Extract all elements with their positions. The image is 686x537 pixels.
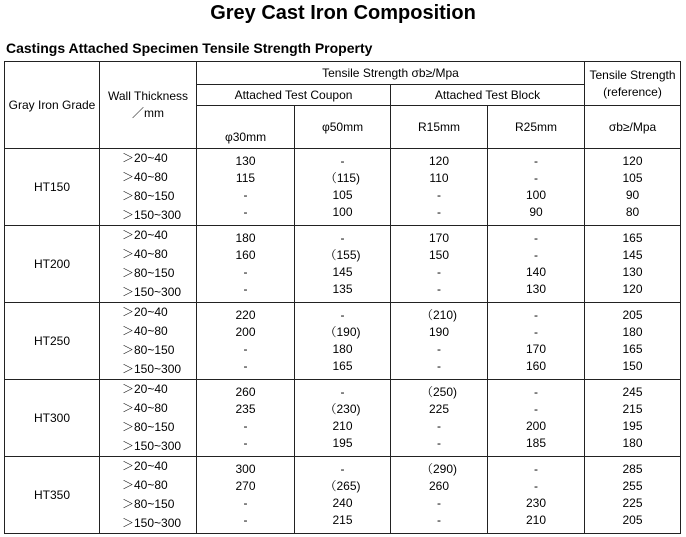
header-phi50-label: φ50mm [321,120,364,134]
header-r25-label: R25mm [514,120,557,134]
wall-thickness-range: ＞20~40 [122,151,168,165]
phi50-value: 165 [332,359,353,373]
wall-thickness-cell [100,226,197,303]
table-caption: Castings Attached Specimen Tensile Strength Property [6,40,373,56]
phi30-value: 220 [235,308,256,322]
r15-value: 170 [428,231,450,245]
r25-value: - [534,231,538,245]
phi50-value: 145 [332,265,353,279]
phi30-value: 260 [235,385,256,399]
r25-value: 200 [525,419,547,433]
phi30-value: - [243,436,248,450]
grade-label: HT150 [33,180,71,194]
header-reference-label: Tensile Strength [589,67,676,82]
wall-thickness-range: ＞20~40 [122,305,168,319]
r25-value: - [534,248,538,262]
ref-value: 130 [622,265,643,279]
r15-value: - [437,282,441,296]
r15-value: 190 [428,325,450,339]
grade-label: HT250 [33,334,71,348]
header-coupon [197,85,391,106]
wall-thickness-cell [100,149,197,226]
ref-value: 225 [622,496,643,510]
wall-thickness-cell [100,303,197,380]
phi50-value: （230) [324,402,361,416]
header-r15-label: R15mm [417,120,460,134]
r25-value: - [534,479,538,493]
header-block [391,85,585,106]
phi30-value: 200 [235,325,256,339]
phi30-value: 235 [235,402,256,416]
r25-value: 160 [525,359,547,373]
r15-value: - [437,265,441,279]
ref-value: 165 [622,231,643,245]
header-wall-unit: ／mm [132,106,164,120]
r15-value: - [437,205,441,219]
header-r25 [488,106,585,149]
header-tensile-strength [197,62,585,85]
header-reference [585,62,681,106]
wall-thickness-range: ＞20~40 [122,228,168,242]
r25-cell [488,226,585,303]
phi30-value: - [243,419,248,433]
phi50-value: 240 [332,496,353,510]
phi50-value: （190) [324,325,361,339]
phi30-value: - [243,188,248,202]
header-tensile-label: Tensile Strength σb≥/Mpa [322,66,459,80]
r25-value: - [534,385,538,399]
wall-thickness-range: ＞150~300 [122,516,182,530]
ref-cell [585,380,681,457]
r25-value: 230 [525,496,547,510]
wall-thickness-range: ＞150~300 [122,285,182,299]
phi50-cell [295,457,391,534]
r25-value: 185 [525,436,547,450]
header-phi30 [197,106,295,149]
wall-thickness-range: ＞40~80 [122,478,168,492]
ref-cell [585,457,681,534]
phi30-value: - [243,265,248,279]
wall-thickness-range: ＞40~80 [122,247,168,261]
phi30-value: 180 [235,231,256,245]
wall-thickness-range: ＞20~40 [122,382,168,396]
wall-thickness-range: ＞150~300 [122,208,182,222]
header-coupon-label: Attached Test Coupon [234,88,353,102]
phi50-value: - [340,231,345,245]
ref-value: 165 [622,342,643,356]
phi50-value: - [340,154,345,168]
phi50-value: - [340,462,345,476]
r15-value: （250) [420,385,458,399]
phi50-value: - [340,308,345,322]
table-row [5,149,681,226]
phi30-value: - [243,205,248,219]
ref-value: 180 [622,436,643,450]
r15-value: - [437,436,441,450]
r15-value: 150 [428,248,450,262]
wall-thickness-range: ＞40~80 [122,324,168,338]
grade-label: HT200 [33,257,71,271]
table-row [5,380,681,457]
r15-value: （290) [420,462,458,476]
phi50-cell [295,303,391,380]
grade-cell [5,380,100,457]
phi50-value: 180 [332,342,353,356]
phi50-value: （115) [324,171,361,185]
phi50-value: - [340,385,345,399]
table-row [5,303,681,380]
r15-value: - [437,419,441,433]
r25-value: 140 [525,265,547,279]
r15-value: - [437,513,441,527]
r15-cell [391,149,488,226]
header-wall-thickness [100,62,197,149]
ref-value: 145 [622,248,643,262]
header-block-label: Attached Test Block [434,88,541,102]
phi30-cell [197,226,295,303]
r25-value: 170 [525,342,547,356]
ref-value: 195 [622,419,643,433]
phi50-value: 215 [332,513,353,527]
r25-value: - [534,308,538,322]
phi30-value: - [243,342,248,356]
ref-value: 90 [625,188,640,202]
r15-cell [391,457,488,534]
ref-value: 105 [622,171,643,185]
phi30-value: 300 [235,462,256,476]
r15-cell [391,226,488,303]
header-ref-unit [585,106,681,149]
page-title: Grey Cast Iron Composition [210,2,476,24]
ref-value: 255 [622,479,643,493]
header-ref-unit-label: σb≥/Mpa [608,120,657,134]
r15-value: （210) [420,308,458,322]
r25-value: - [534,402,538,416]
phi30-cell [197,457,295,534]
r25-value: - [534,462,538,476]
ref-cell [585,149,681,226]
wall-thickness-cell [100,380,197,457]
phi30-value: 160 [235,248,256,262]
r15-value: - [437,342,441,356]
wall-thickness-range: ＞80~150 [122,420,175,434]
wall-thickness-range: ＞20~40 [122,459,168,473]
ref-value: 205 [622,308,643,322]
phi50-cell [295,149,391,226]
r25-value: 100 [525,188,547,202]
r15-cell [391,380,488,457]
r15-value: 260 [428,479,450,493]
ref-value: 120 [622,154,643,168]
phi50-value: 100 [332,205,353,219]
grade-cell [5,226,100,303]
header-wall-label: Wall Thickness [107,89,189,103]
phi50-cell [295,380,391,457]
phi30-value: - [243,496,248,510]
phi50-cell [295,226,391,303]
ref-cell [585,226,681,303]
ref-value: 285 [622,462,643,476]
r25-value: - [534,171,538,185]
phi50-value: 210 [332,419,353,433]
phi30-value: 270 [235,479,256,493]
r25-value: 130 [525,282,547,296]
ref-value: 80 [625,205,640,219]
header-reference-note: (reference) [603,84,662,99]
wall-thickness-cell [100,457,197,534]
ref-value: 215 [622,402,643,416]
phi30-value: 115 [235,171,256,185]
wall-thickness-range: ＞80~150 [122,189,175,203]
wall-thickness-range: ＞150~300 [122,362,182,376]
wall-thickness-range: ＞80~150 [122,343,175,357]
wall-thickness-range: ＞40~80 [122,401,168,415]
phi30-value: - [243,359,248,373]
phi30-value: - [243,282,248,296]
phi50-value: 105 [332,188,353,202]
r15-value: 225 [428,402,450,416]
phi30-cell [197,380,295,457]
phi30-cell [197,303,295,380]
ref-value: 120 [622,282,643,296]
phi30-cell [197,149,295,226]
phi50-value: （265) [324,479,361,493]
r25-cell [488,149,585,226]
phi30-value: - [243,513,248,527]
wall-thickness-range: ＞80~150 [122,497,175,511]
header-grade-label: Gray Iron Grade [8,98,96,112]
ref-value: 245 [622,385,643,399]
tensile-strength-table [4,61,681,534]
header-r15 [391,106,488,149]
header-phi30-label: φ30mm [224,130,267,144]
grade-label: HT350 [33,488,71,502]
r15-value: - [437,496,441,510]
wall-thickness-range: ＞150~300 [122,439,182,453]
grade-label: HT300 [33,411,71,425]
r25-value: - [534,325,538,339]
phi50-value: （155) [324,248,361,262]
phi30-value: 130 [235,154,256,168]
table-row [5,226,681,303]
r15-value: - [437,188,441,202]
r25-cell [488,380,585,457]
grade-cell [5,149,100,226]
r25-value: 90 [529,205,543,219]
r25-value: 210 [525,513,547,527]
wall-thickness-range: ＞80~150 [122,266,175,280]
r15-value: - [437,359,441,373]
r15-cell [391,303,488,380]
table-row [5,457,681,534]
r15-value: 120 [428,154,450,168]
phi50-value: 195 [332,436,353,450]
r25-cell [488,457,585,534]
ref-value: 205 [622,513,643,527]
phi50-value: 135 [332,282,353,296]
header-phi50 [295,106,391,149]
ref-value: 150 [622,359,643,373]
r25-cell [488,303,585,380]
ref-value: 180 [622,325,643,339]
wall-thickness-range: ＞40~80 [122,170,168,184]
ref-cell [585,303,681,380]
header-grade [5,62,100,149]
r15-value: 110 [429,171,449,185]
grade-cell [5,303,100,380]
r25-value: - [534,154,538,168]
grade-cell [5,457,100,534]
